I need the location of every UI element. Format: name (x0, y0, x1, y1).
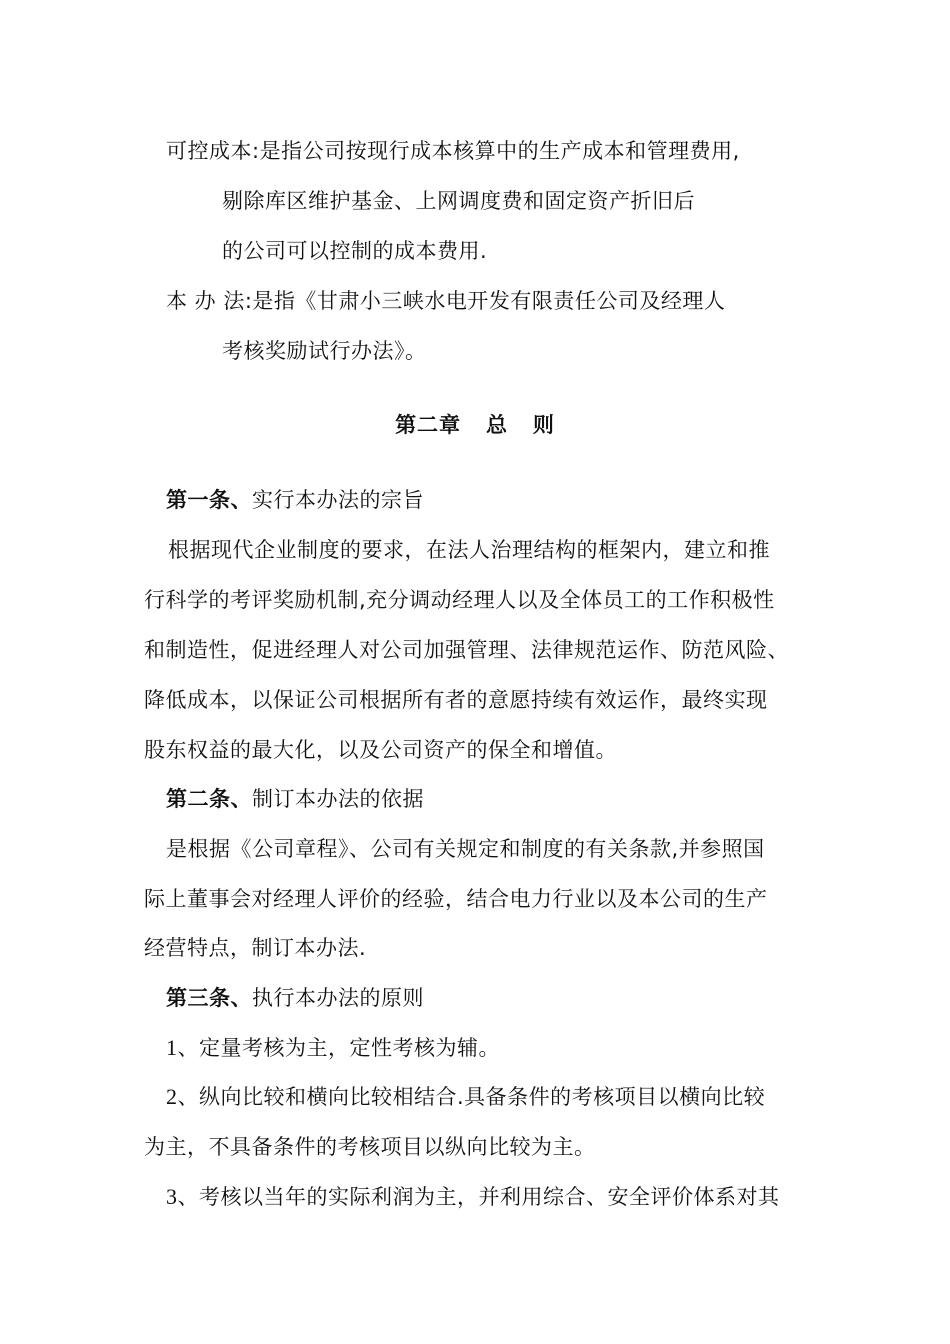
article-1-title: 实行本办法的宗旨 (252, 488, 424, 512)
item-2-number: 2 (166, 1084, 178, 1109)
article-2-line2: 际上董事会对经理人评价的经验，结合电力行业以及本公司的生产 (144, 887, 768, 911)
article-1-line2: 行科学的考评奖励机制,充分调动经理人以及全体员工的工作积极性 (144, 588, 775, 612)
article-2-line1: 是根据《公司章程》、公司有关规定和制度的有关条款,并参照国 (166, 837, 765, 861)
article-3-heading (166, 985, 424, 1011)
definition-this-method-line2: 考核奖励试行办法》。 (222, 339, 427, 363)
chapter-heading: 第二章 总 则 (395, 413, 555, 437)
article-1-heading (166, 487, 424, 513)
definition-controllable-cost-line3: 的公司可以控制的成本费用. (222, 239, 488, 263)
article-1-line5: 股东权益的最大化，以及公司资产的保全和增值。 (144, 738, 617, 762)
definition-controllable-cost-line1: 可控成本:是指公司按现行成本核算中的生产成本和管理费用, (166, 139, 740, 163)
item-2-text-line1: 、纵向比较和横向比较相结合.具备条件的考核项目以横向比较 (177, 1085, 766, 1109)
article-3-item-2-line2: 为主，不具备条件的考核项目以纵向比较为主。 (144, 1135, 596, 1159)
article-1-line1: 根据现代企业制度的要求，在法人治理结构的框架内，建立和推 (168, 538, 770, 562)
article-1-line4: 降低成本，以保证公司根据所有者的意愿持续有效运作，最终实现 (144, 688, 768, 712)
article-2-label: 第二条、 (166, 787, 252, 811)
item-1-text: 、定量考核为主，定性考核为辅。 (177, 1036, 500, 1060)
article-2-heading (166, 786, 424, 812)
article-3-label: 第三条、 (166, 986, 252, 1010)
definition-this-method-line1: 本 办 法:是指《甘肃小三峡水电开发有限责任公司及经理人 (166, 289, 726, 313)
item-3-text-line1: 、考核以当年的实际利润为主，并利用综合、安全评价体系对其 (177, 1185, 780, 1209)
article-3-item-3-line1 (166, 1184, 780, 1210)
article-3-title: 执行本办法的原则 (252, 986, 424, 1010)
article-1-line3: 和制造性，促进经理人对公司加强管理、法律规范运作、防范风险、 (144, 638, 789, 662)
article-1-label: 第一条、 (166, 488, 252, 512)
article-3-item-2-line1 (166, 1084, 765, 1110)
article-2-title: 制订本办法的依据 (252, 787, 424, 811)
article-3-item-1 (166, 1035, 500, 1061)
item-1-number: 1 (166, 1035, 178, 1060)
definition-controllable-cost-line2: 剔除库区维护基金、上网调度费和固定资产折旧后 (222, 189, 695, 213)
article-2-line3: 经营特点，制订本办法. (144, 936, 367, 960)
item-3-number: 3 (166, 1184, 178, 1209)
